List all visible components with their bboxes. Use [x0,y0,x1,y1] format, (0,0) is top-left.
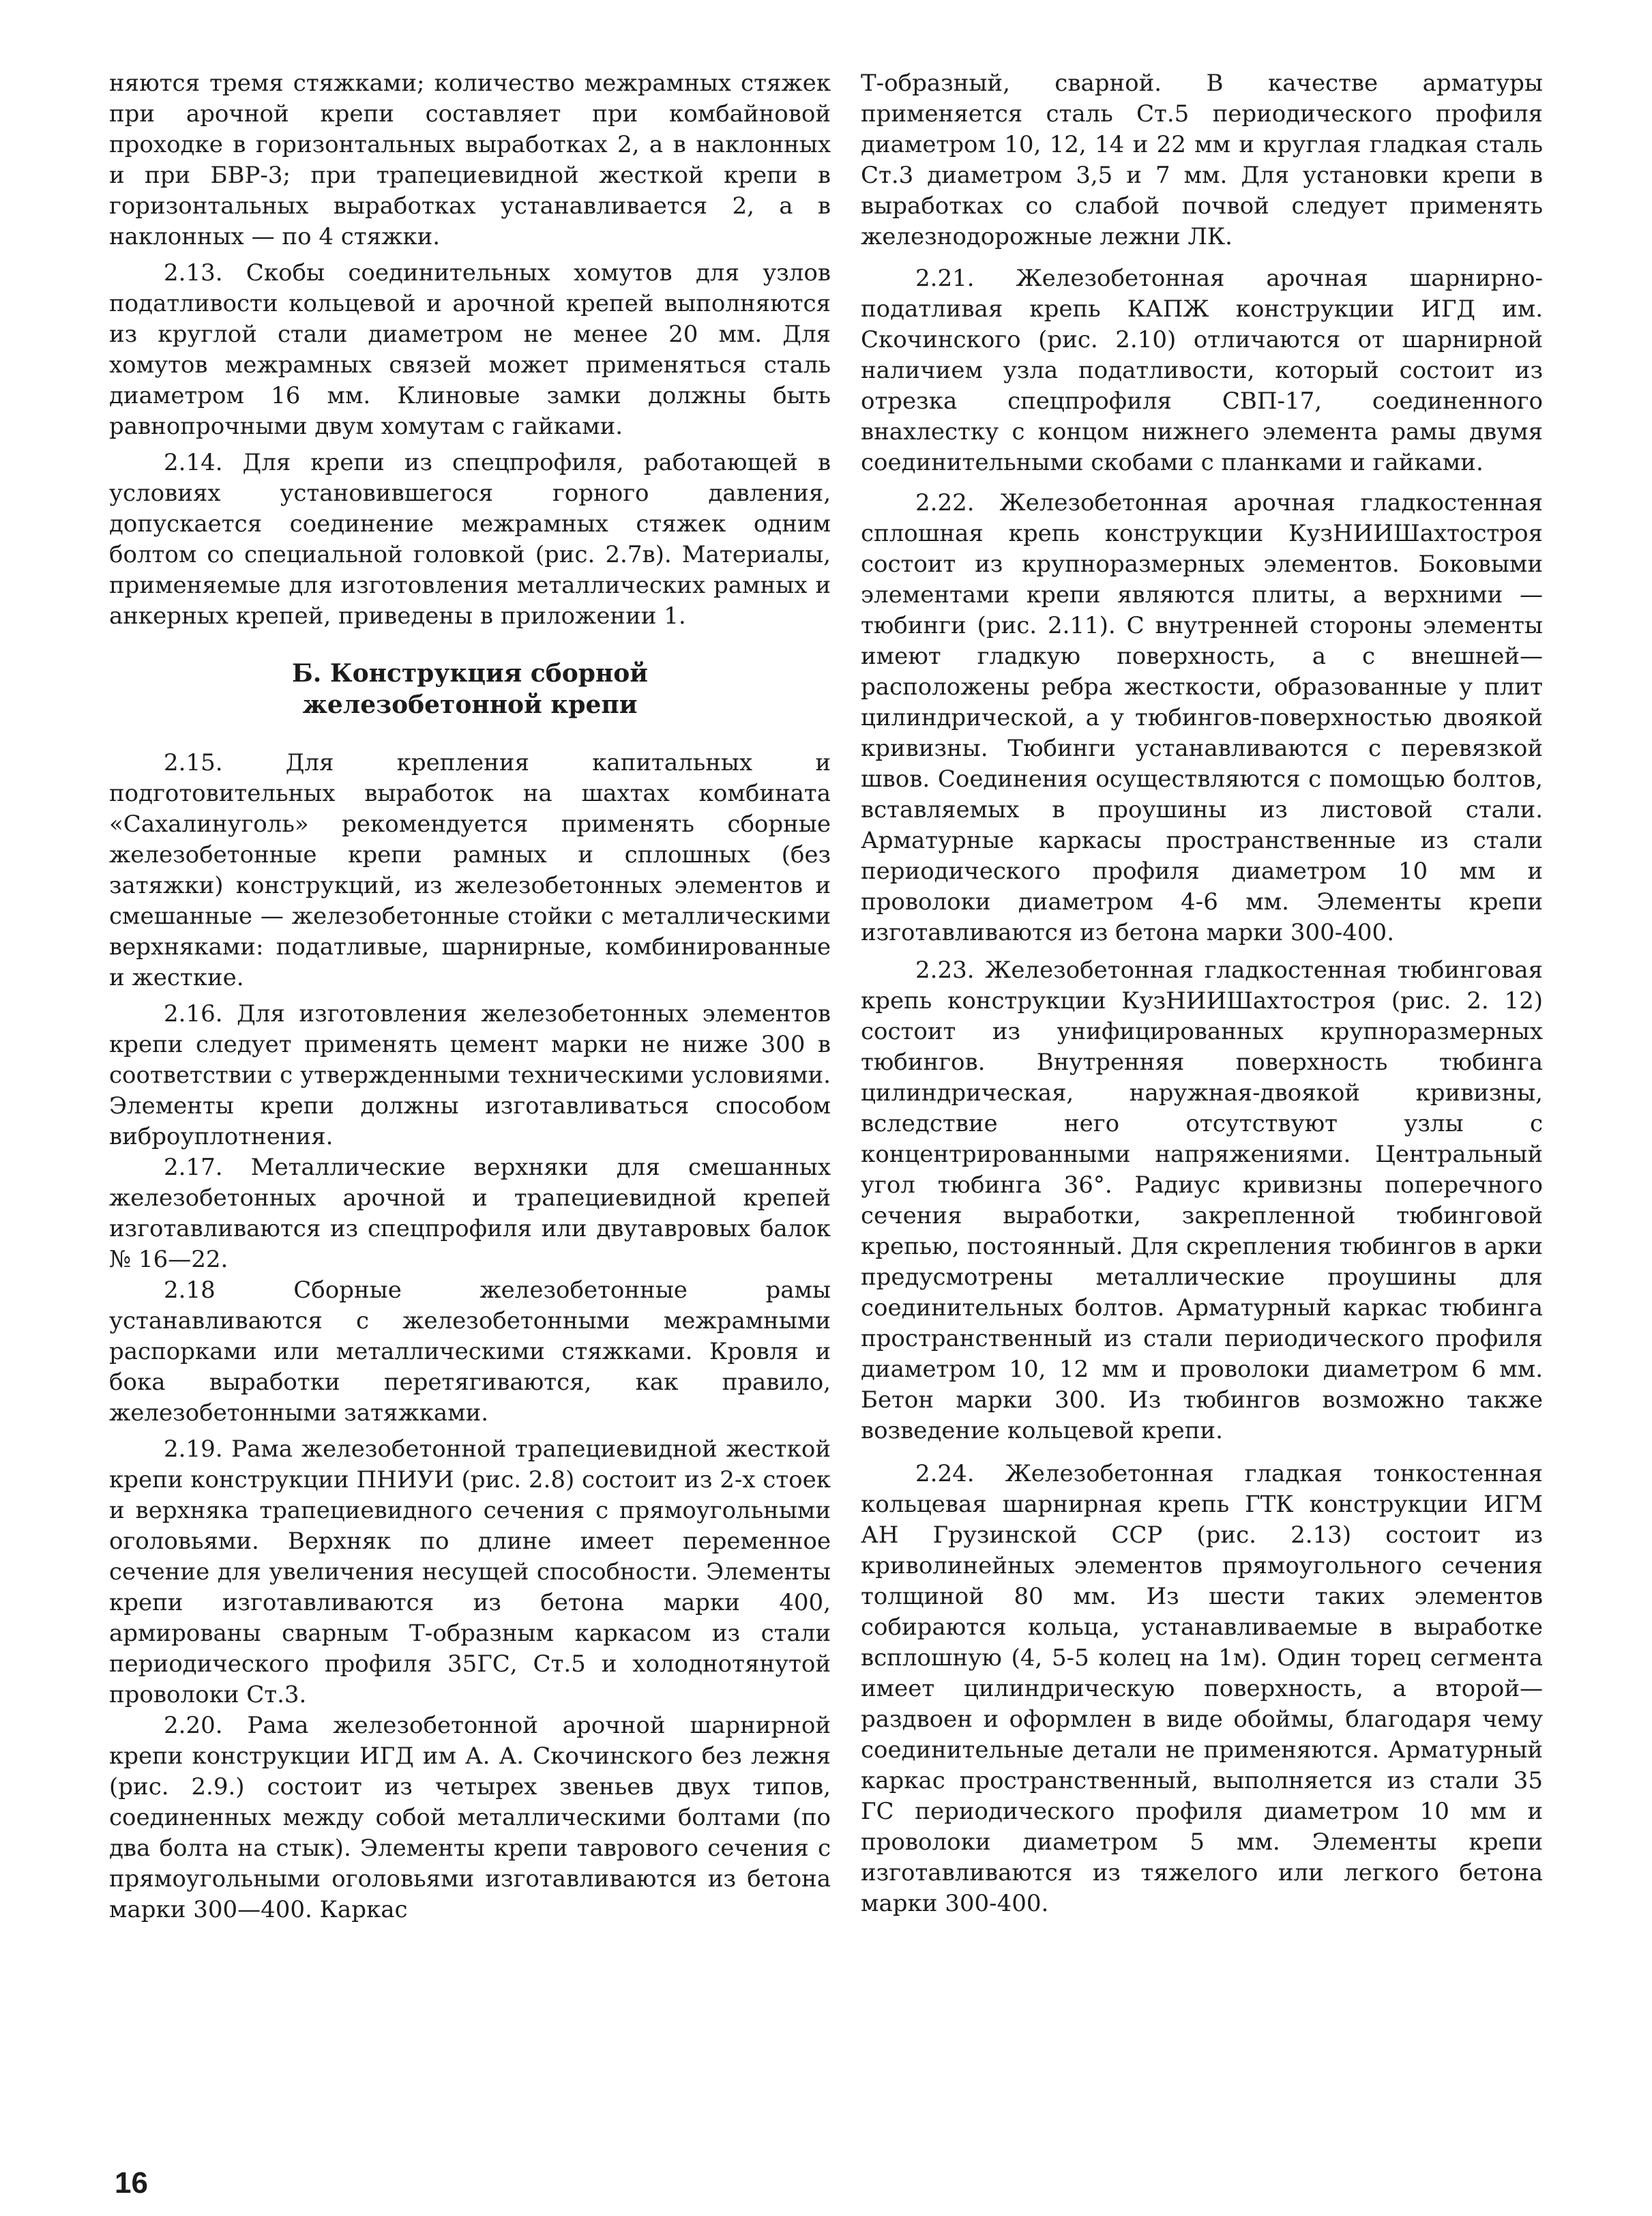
paragraph-2-19: 2.19. Рама железобетонной трапециевидной жесткой крепи конструкции ПНИУИ (рис. 2.8) состоит из 2-х стоек и верхняка трапециевидного сечения с прямоугольными оголовьями. Верхняк по длине имеет переменное сечение для увеличения несущей способности. Элементы крепи изготавливаются из бетона марки 400, армированы сварным Т-образным каркасом из стали периодического профиля 35ГС, Ст.5 и холоднотянутой проволоки Ст.3. [109,1435,831,1708]
paragraph-2-14: 2.14. Для крепи из спецпрофиля, работающей в условиях установившегося горного давления, допускается соединение межрамных стяжек одним болтом со специальной головкой (рис. 2.7в). Материалы, применяемые для изготовления металлических рамных и анкерных крепей, приведены в приложении 1. [109,449,831,630]
section-title [109,658,831,720]
paragraph-2-17: 2.17. Металлические верхняки для смешанных железобетонных арочной и трапециевидной крепей изготавливаются из спецпрофиля или двутавровых балок № 16—22. [109,1154,831,1273]
right-intro-paragraph: Т-образный, сварной. В качестве арматуры применяется сталь Ст.5 периодического профиля диаметром 10, 12, 14 и 22 мм и круглая гладкая сталь Ст.3 диаметром 3,5 и 7 мм. Для установки крепи в выработках со слабой почвой следует применять железнодорожные лежни ЛК. [861,70,1543,250]
paragraph-2-23: 2.23. Железобетонная гладкостенная тюбинговая крепь конструкции КузНИИШахтостроя (рис. 2. 12) состоит из унифицированных крупноразмерных тюбингов. Внутренняя поверхность тюбинга цилиндрическая, наружная-двоякой кривизны, вследствие него отсутствуют узлы с концентрированными напряжениями. Центральный угол тюбинга 36°. Радиус кривизны поперечного сечения выработки, закрепленной тюбинговой крепью, постоянный. Для скрепления тюбингов в арки предусмотрены металлические проушины для соединительных болтов. Арматурный каркас тюбинга пространственный из стали периодического профиля диаметром 10, 12 мм и проволоки диаметром 6 мм. Бетон марки 300. Из тюбингов возможно также возведение кольцевой крепи. [861,957,1543,1444]
right-column [861,68,1543,1919]
paragraph-2-21: 2.21. Железобетонная арочная шарнирно-податливая крепь КАПЖ конструкции ИГД им. Скочинского (рис. 2.10) отличаются от шарнирной наличием узла податливости, который состоит из отрезка спецпрофиля СВП-17, соединенного внахлестку с концом нижнего элемента рамы двумя соединительными скобами с планками и гайками. [861,265,1543,476]
left-intro-paragraph: няются тремя стяжками; количество межрамных стяжек при арочной крепи составляет при комбайновой проходке в горизонтальных выработках 2, а в наклонных и при БВР-3; при трапециевидной жесткой крепи в горизонтальных выработках устанавливается 2, а в наклонных — по 4 стяжки. [109,70,831,250]
paragraph-2-22: 2.22. Железобетонная арочная гладкостенная сплошная крепь конструкции КузНИИШахтостроя состоит из крупноразмерных элементов. Боковыми элементами крепи являются плиты, а верхними — тюбинги (рис. 2.11). С внутренней стороны элементы имеют гладкую поверхность, а с внешней—расположены ребра жесткости, образованные у плит цилиндрической, а у тюбингов-поверхностью двоякой кривизны. Тюбинги устанавливаются с перевязкой швов. Соединения осуществляются с помощью болтов, вставляемых в проушины из листовой стали. Арматурные каркасы пространственные из стали периодического профиля диаметром 10 мм и проволоки диаметром 4-6 мм. Элементы крепи изготавливаются из бетона марки 300-400. [861,489,1543,946]
page-number: 16 [115,2166,148,2200]
section-title-line-2: железобетонной крепи [302,690,638,719]
paragraph-2-15: 2.15. Для крепления капитальных и подготовительных выработок на шахтах комбината «Сахалинуголь» рекомендуется применять сборные железобетонные крепи рамных и сплошных (без затяжки) конструкций, из железобетонных элементов и смешанные — железобетонные стойки с металлическими верхняками: податливые, шарнирные, комбинированные и жесткие. [109,749,831,991]
paragraph-2-16: 2.16. Для изготовления железобетонных элементов крепи следует применять цемент марки не ниже 300 в соответствии с утвержденными техническими условиями. Элементы крепи должны изготавливаться способом виброуплотнения. [109,1000,831,1150]
paragraph-2-20: 2.20. Рама железобетонной арочной шарнирной крепи конструкции ИГД им А. А. Скочинского без лежня (рис. 2.9.) состоит из четырех звеньев двух типов, соединенных между собой металлическими болтами (по два болта на стык). Элементы крепи таврового сечения с прямоугольными оголовьями изготавливаются из бетона марки 300—400. Каркас [109,1712,831,1923]
paragraph-2-18: 2.18 Сборные железобетонные рамы устанавливаются с железобетонными межрамными распорками или металлическими стяжками. Кровля и бока выработки перетягиваются, как правило, железобетонными затяжками. [109,1277,831,1427]
left-column [109,68,831,1925]
paragraph-2-24: 2.24. Железобетонная гладкая тонкостенная кольцевая шарнирная крепь ГТК конструкции ИГМ АН Грузинской ССР (рис. 2.13) состоит из криволинейных элементов прямоугольного сечения толщиной 80 мм. Из шести таких элементов собираются кольца, устанавливаемые в выработке всплошную (4, 5-5 колец на 1м). Один торец сегмента имеет цилиндрическую поверхность, а второй—раздвоен и оформлен в виде обоймы, благодаря чему соединительные детали не применяются. Арматурный каркас пространственный, выполняется из стали 35 ГС периодического профиля диаметром 10 мм и проволоки диаметром 5 мм. Элементы крепи изготавливаются из тяжелого или легкого бетона марки 300-400. [861,1460,1543,1917]
section-title-line-1: Б. Конструкция сборной [292,659,648,688]
paragraph-2-13: 2.13. Скобы соединительных хомутов для узлов податливости кольцевой и арочной крепей выполняются из круглой стали диаметром не менее 20 мм. Для хомутов межрамных связей может применяться сталь диаметром 16 мм. Клиновые замки должны быть равнопрочными двум хомутам с гайками. [109,259,831,440]
